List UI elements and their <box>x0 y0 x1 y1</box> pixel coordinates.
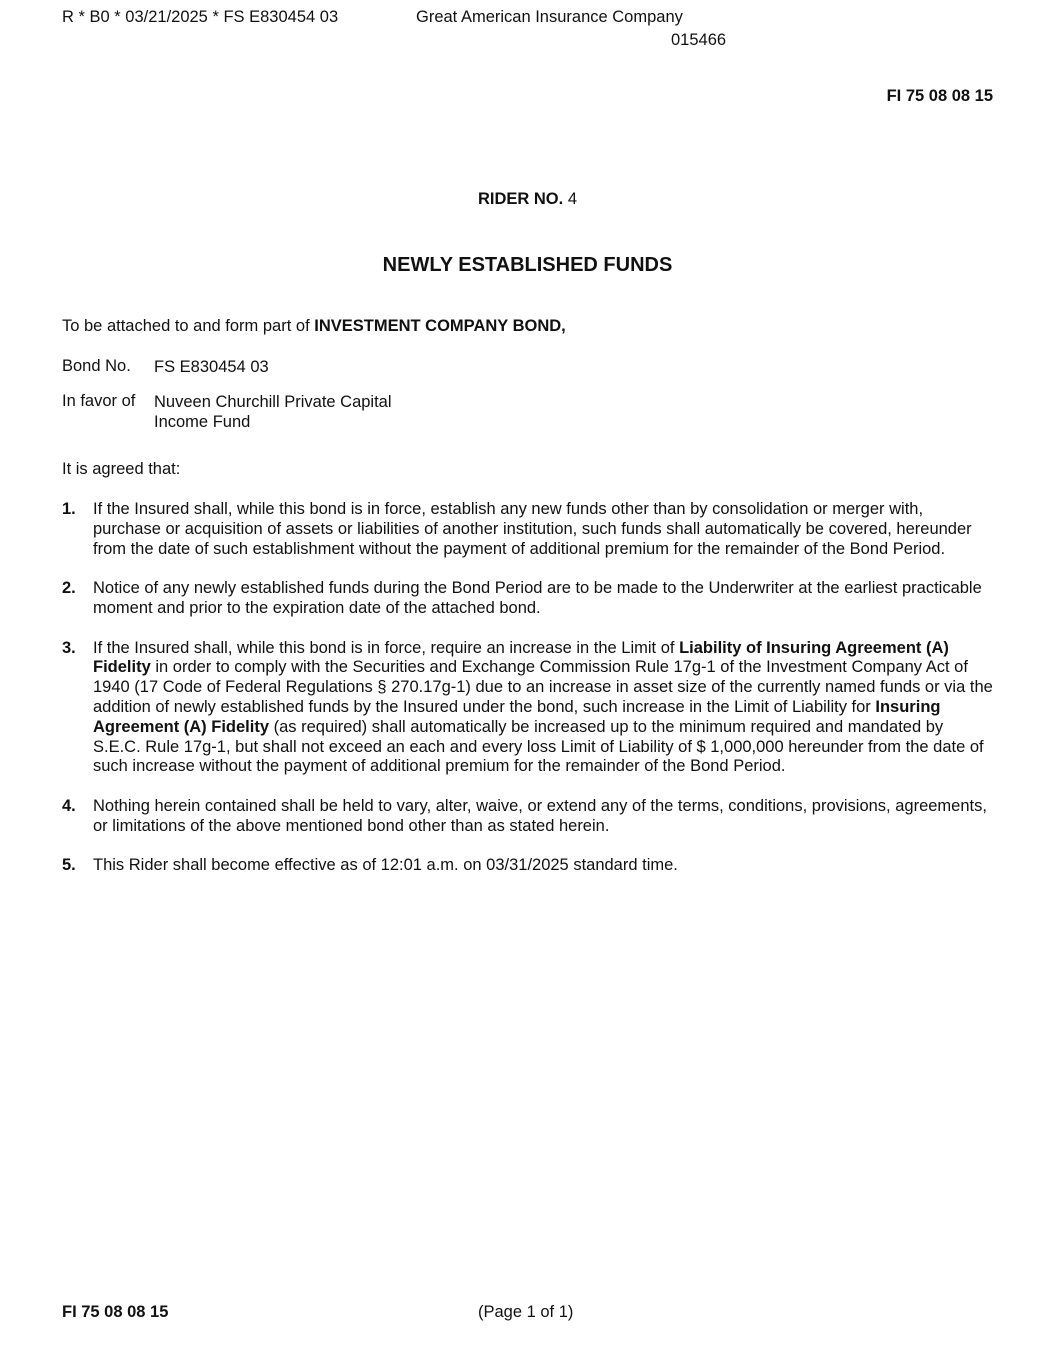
header-company-code: 015466 <box>671 31 727 49</box>
agreement-intro: It is agreed that: <box>62 460 181 478</box>
header-form-number: FI 75 08 08 15 <box>886 87 993 105</box>
footer-page-number: (Page 1 of 1) <box>478 1303 574 1321</box>
clause-text-part: (as required) shall automatically be increased up to the minimum required and mandated by S.E.C. Rule 17g-1, but shall not exceed an each and every loss Limit of Liability of $ 1,000,000 hereunder from the date of such increase without the payment of additional premium for the remainder of the Bond Period. <box>93 717 984 776</box>
clause-text <box>93 639 993 776</box>
footer-form-number: FI 75 08 08 15 <box>62 1303 169 1321</box>
clause-5 <box>62 856 994 876</box>
header-id-line: R * B0 * 03/21/2025 * FS E830454 03 <box>62 8 339 26</box>
rider-label: RIDER NO. <box>477 190 564 208</box>
clause-text-part: If the Insured shall, while this bond is in force, require an increase in the Limit of <box>93 638 680 657</box>
clause-bold-term: Insuring Agreement (A) Fidelity <box>93 697 941 736</box>
rider-heading <box>0 190 1055 209</box>
clause-number: 3. <box>62 638 76 657</box>
clause-4 <box>62 797 994 837</box>
clause-3 <box>62 639 994 778</box>
clause-1 <box>62 500 994 559</box>
attach-prefix: To be attached to and form part of <box>62 317 315 335</box>
header-company-name: Great American Insurance Company <box>416 8 683 26</box>
in-favor-of-value: Nuveen Churchill Private Capital Income Fund <box>154 393 392 431</box>
clause-text: If the Insured shall, while this bond is in force, establish any new funds other than by consolidation or merger with, purchase or acquisition of assets or liabilities of another institution, such funds shall automatically be covered, hereunder from the date of such establishment without the payment of additional premium for the remainder of the Bond Period. <box>93 500 972 558</box>
clause-number: 2. <box>62 579 76 598</box>
bond-number-value: FS E830454 03 <box>154 358 269 376</box>
clause-2 <box>62 579 994 619</box>
clause-list <box>62 500 994 896</box>
clause-number: 4. <box>62 796 76 815</box>
clause-text-part: in order to comply with the Securities and Exchange Commission Rule 17g-1 of the Investment Company Act of 1940 (17 Code of Federal Regulations § 270.17g-1) due to an increase in asset size of the currently named funds or via the addition of newly established funds by the Insured under the bond, such increase in the Limit of Liability for <box>93 658 993 716</box>
clause-text: Notice of any newly established funds during the Bond Period are to be made to the Underwriter at the earliest practicable moment and prior to the expiration date of the attached bond. <box>93 579 982 617</box>
clause-number: 1. <box>62 500 76 518</box>
in-favor-of-label: In favor of <box>62 392 136 410</box>
attach-statement <box>62 317 566 336</box>
document-title: NEWLY ESTABLISHED FUNDS <box>382 254 673 276</box>
attach-bond-type: INVESTMENT COMPANY BOND, <box>314 317 566 335</box>
rider-number: 4 <box>567 190 578 208</box>
clause-text: This Rider shall become effective as of 12:01 a.m. on 03/31/2025 standard time. <box>93 856 678 875</box>
bond-number-label: Bond No. <box>62 357 131 375</box>
clause-text: Nothing herein contained shall be held to vary, alter, waive, or extend any of the terms, conditions, provisions, agreements, or limitations of the above mentioned bond other than as stated herein. <box>93 796 987 835</box>
clause-number: 5. <box>62 856 76 875</box>
clause-bold-term: Liability of Insuring Agreement (A) Fidelity <box>93 638 949 677</box>
